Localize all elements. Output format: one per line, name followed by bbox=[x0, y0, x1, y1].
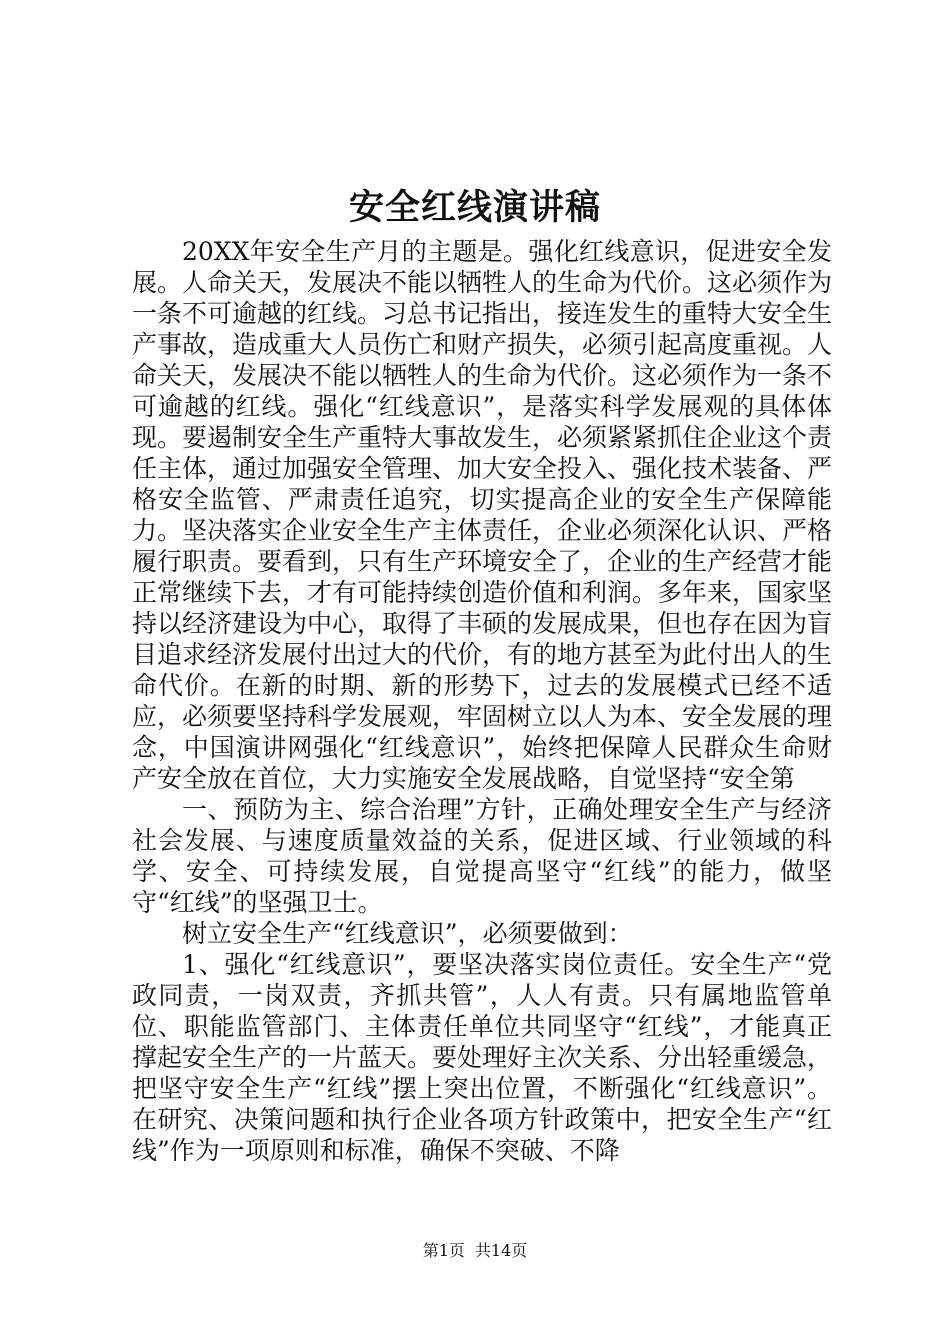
paragraph-policy: 一、预防为主、综合治理”方针，正确处理安全生产与经济社会发展、与速度质量效益的关系，促进区域、行业领域的科学、安全、可持续发展，自觉提高坚守“红线”的能力，做坚守“红线”的坚强卫士。 bbox=[132, 795, 832, 917]
page-footer bbox=[0, 1240, 950, 1262]
page-number: 第1页 bbox=[422, 1241, 465, 1260]
document-body bbox=[132, 236, 832, 1166]
paragraph-item-1: 1、强化“红线意识”，要坚决落实岗位责任。安全生产“党政同责，一岗双责，齐抓共管”，人人有责。只有属地监管单位、职能监管部门、主体责任单位共同坚守“红线”，才能真正撑起安全生产的一片蓝天。要处理好主次关系、分出轻重缓急，把坚守安全生产“红线”摆上突出位置，不断强化“红线意识”。在研究、决策问题和执行企业各项方针政策中，把安全生产“红线”作为一项原则和标准，确保不突破、不降 bbox=[132, 950, 833, 1165]
document-title: 安全红线演讲稿 bbox=[348, 187, 601, 228]
paragraph-intro: 20XX年安全生产月的主题是。强化红线意识，促进安全发展。人命关天，发展决不能以牺牲人的生命为代价。这必须作为一条不可逾越的红线。习总书记指出，接连发生的重特大安全生产事故，造成重大人员伤亡和财产损失，必须引起高度重视。人命关天，发展决不能以牺牲人的生命为代价。这必须作为一条不可逾越的红线。强化“红线意识”，是落实科学发展观的具体体现。要遏制安全生产重特大事故发生，必须紧紧抓住企业这个责任主体，通过加强安全管理、加大安全投入、强化技术装备、严格安全监管、严肃责任追究，切实提高企业的安全生产保障能力。坚决落实企业安全生产主体责任，企业必须深化认识、严格履行职责。要看到，只有生产环境安全了，企业的生产经营才能正常继续下去，才有可能持续创造价值和利润。多年来，国家坚持以经济建设为中心，取得了丰硕的发展成果，但也存在因为盲目追求经济发展付出过大的代价，有的地方甚至为此付出人的生命代价。在新的时期、新的形势下，过去的发展模式已经不适应，必须要坚持科学发展观，牢固树立以人为本、安全发展的理念，中国演讲网强化“红线意识”，始终把保障人民群众生命财产安全放在首位，大力实施安全发展战略，自觉坚持“安全第 bbox=[132, 237, 833, 793]
paragraph-requirements-heading: 树立安全生产“红线意识”，必须要做到： bbox=[182, 919, 633, 948]
page-total: 共14页 bbox=[474, 1241, 528, 1260]
